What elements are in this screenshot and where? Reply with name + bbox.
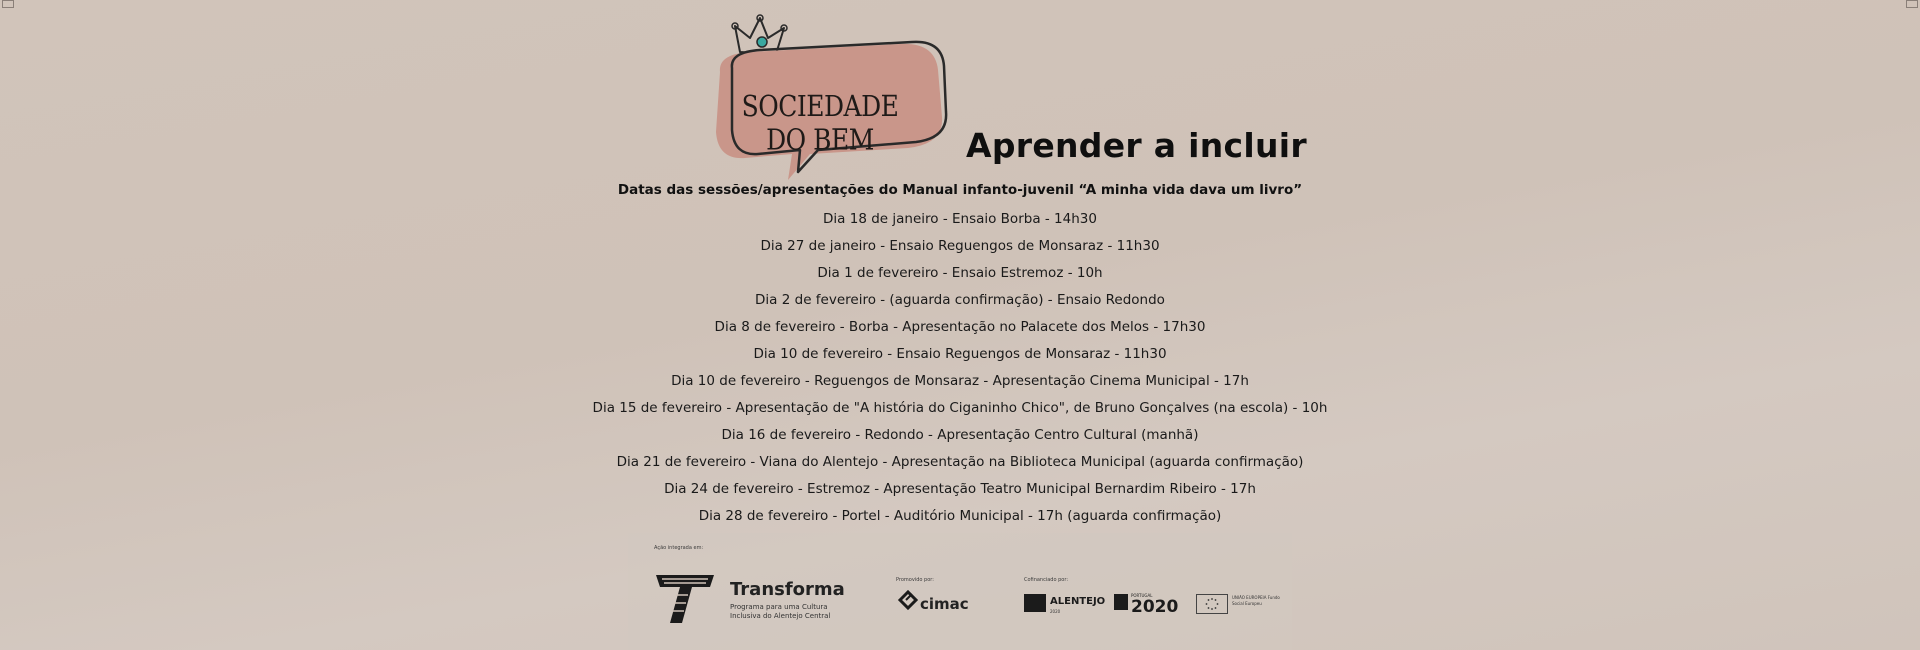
session-item: Dia 15 de fevereiro - Apresentação de "A história do Ciganinho Chico", de Bruno Gonçalves (na escola) - 10h: [592, 400, 1328, 416]
portugal2020-logo-icon: [1114, 594, 1128, 610]
logo-text: SOCIEDADE DO BEM: [741, 89, 899, 157]
integrated-label: Ação integrada em:: [654, 545, 704, 551]
session-item: Dia 28 de fevereiro - Portel - Auditório Municipal - 17h (aguarda confirmação): [698, 508, 1222, 524]
transforma-name: Transforma: [730, 579, 845, 600]
sociedade-do-bem-logo: [700, 12, 950, 182]
session-item: Dia 27 de janeiro - Ensaio Reguengos de Monsaraz - 11h30: [760, 238, 1160, 254]
promoted-label: Promovido por:: [896, 577, 934, 583]
cimac-logo-icon: [896, 589, 920, 611]
eu-flag-icon: [1196, 594, 1228, 614]
session-item: Dia 24 de fevereiro - Estremoz - Apresentação Teatro Municipal Bernardim Ribeiro - 17h: [664, 481, 1256, 497]
alentejo-name: ALENTEJO: [1050, 596, 1106, 607]
alentejo-year: 2020: [1050, 609, 1061, 614]
window-icon-right: [1906, 0, 1918, 8]
window-icon-left: [2, 0, 14, 8]
transforma-logo-icon: [654, 573, 716, 625]
sessions-list: [0, 210, 1920, 534]
session-item: Dia 1 de fevereiro - Ensaio Estremoz - 10h: [817, 265, 1103, 281]
session-item: Dia 10 de fevereiro - Reguengos de Monsaraz - Apresentação Cinema Municipal - 17h: [671, 373, 1249, 389]
session-item: Dia 2 de fevereiro - (aguarda confirmação) - Ensaio Redondo: [755, 292, 1165, 308]
cimac-name: cimac: [920, 595, 969, 613]
transforma-description: Programa para uma Cultura Inclusiva do Alentejo Central: [730, 603, 831, 620]
session-item: Dia 16 de fevereiro - Redondo - Apresentação Centro Cultural (manhã): [721, 427, 1199, 443]
portugal2020-name: 2020: [1131, 597, 1179, 617]
session-item: Dia 18 de janeiro - Ensaio Borba - 14h30: [823, 211, 1097, 227]
session-item: Dia 8 de fevereiro - Borba - Apresentação no Palacete dos Melos - 17h30: [714, 319, 1206, 335]
alentejo-logo-icon: [1024, 594, 1046, 612]
subtitle: Datas das sessões/apresentações do Manual infanto-juvenil “A minha vida dava um livro”: [617, 182, 1303, 198]
cofinanced-label: Cofinanciado por:: [1024, 577, 1069, 583]
eu-text: UNIÃO EUROPEIA Fundo Social Europeu: [1232, 595, 1280, 606]
portugal-label: PORTUGAL: [1131, 593, 1153, 598]
session-item: Dia 10 de fevereiro - Ensaio Reguengos de Monsaraz - 11h30: [753, 346, 1167, 362]
sponsor-panel: [628, 533, 1292, 650]
session-item: Dia 21 de fevereiro - Viana do Alentejo - Apresentação na Biblioteca Municipal (aguarda confirmação): [616, 454, 1304, 470]
page-title: Aprender a incluir: [966, 126, 1307, 165]
